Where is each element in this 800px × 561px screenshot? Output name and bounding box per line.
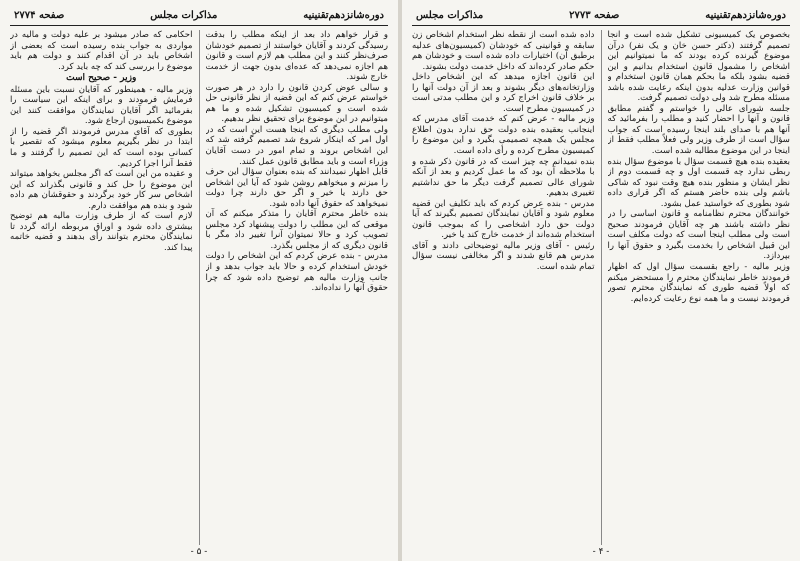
header-rule	[412, 25, 790, 26]
header-rule	[10, 25, 388, 26]
header-title: مذاکرات مجلس	[416, 9, 484, 21]
paragraph: لازم است که از طرف وزارت مالیه هم توضیح بیشتری داده شود و اوراق مربوطه ارائه گردد تا نمایندگان محترم بتوانند رأی بدهند و قضیه خاتمه پیدا کند.	[10, 211, 193, 253]
paragraph: بنده خاطر محترم آقایان را متذکر میکنم که آن موقعی که این مطلب را دولت پیشنهاد کرد مجلس تصویب کرد و حالا نمیتوان آنرا تغییر داد مگر با قانون دیگری که از مجلس بگذرد.	[205, 209, 388, 251]
page-header	[10, 8, 388, 22]
paragraph: این قانون اجازه میدهد که این اشخاص داخل وزارتخانه‌های دیگر بشوند و بعد از آن دولت آنها را بر خلاف قانون اخراج کرد و این مطلب مدتی است در کمیسیون مطرح است.	[412, 72, 595, 114]
right-page	[402, 0, 800, 561]
column-divider	[601, 30, 602, 545]
paragraph: و قرار خواهم داد بعد از اینکه مطلب را بدقت رسیدگی کردند و آقایان خواستند از تصمیم خودشان صرف‌نظر کنند و این مطلب هم لازم است و قانون هم اجازه نمی‌دهد که عده‌ای بدون جهت از خدمت خارج شوند.	[205, 30, 388, 83]
text-columns	[10, 30, 388, 545]
paragraph: وزیر مالیه - همینطور که آقایان نسبت باین مسئله فرمایش فرمودند و برای اینکه این سیاست را بفرمائید اگر آقایان نمایندگان موافقت کنند این موضوع بکمیسیون ارجاع شود.	[10, 84, 193, 127]
paragraph: خوانندگان محترم نظامنامه و قانون اساسی را در نظر داشته باشند هر چه آقایان فرمودند صحیح است ولی مطلب اینجا است که دولت مکلف است این قبیل اشخاص را بخدمت بگیرد و حقوق آنها را بپردازد.	[607, 209, 790, 262]
speaker-heading: وزیر - صحیح است	[66, 73, 137, 84]
paragraph: مدرس - بنده عرض کردم که باید تکلیف این قضیه معلوم شود و آقایان نمایندگان تصمیم بگیرند که آیا دولت حق دارد اشخاصی را که بموجب قانون استخدام شده‌اند از خدمت خارج کند یا خیر.	[412, 198, 595, 241]
paragraph: جلسه شورای عالی را خواستم و گفتم مطابق قانون و آنها را احضار کنید و مطلب را بفرمائید که آنها هم با صدای بلند اینجا رسیده است که جواب سؤال است از طرف وزیر ولی فعلاً مطلب فقط از اینجا در این موضوع مطالبه شده است.	[607, 103, 790, 157]
paragraph: بخصوص یک کمیسیونی تشکیل شده است و آنجا تصمیم گرفتند (دکتر حسن خان و یک نفر) درآن موضوع گیرنده کرده بودند که ما نمیتوانیم این اشخاص را مشمول قانون استخدام بدانیم و این قضیه بشود بلکه ما بحکم همان قانون استخدام و قوانین وزارت عدلیه بدون اینکه رعایت شده باشد مسئله مطرح شد ولی دولت تصمیم گرفت.	[607, 30, 790, 104]
paragraph: و سالی عوض کردن قانون را دارد در هر صورت خواستم عرض کنم که این قضیه از نظر قانونی حل شده است و کمیسیون تشکیل شده و ما هم میتوانیم در این موضوع برای تحقیق نظر بدهیم.	[205, 82, 388, 125]
column-left	[10, 30, 193, 545]
paragraph: و عقیده من این است که اگر مجلس بخواهد میتواند این موضوع را حل کند و قانونی بگذراند که این اشخاص سر کار خود برگردند و حقوقشان هم داده شود و بنده هم موافقت دارم.	[10, 169, 193, 211]
text-columns	[412, 30, 790, 545]
paragraph: بعقیده بنده هیچ قسمت سؤال با موضوع سؤال بنده ربطی ندارد چه قسمت اول و چه قسمت دوم از نظر ایشان و منظور بنده هیچ وقت نبود که شاکی باشم ولی بنده حاضر هستم که اگر قراری داده شود بطوری که خواستید عمل بشود.	[607, 156, 790, 209]
paragraph: بنده نمیدانم چه چیز است که در قانون ذکر شده و با ملاحظه آن بود که ما عمل کردیم و بعد از آنکه شورای عالی تصمیم گرفت دیگر ما حق نداشتیم تغییری بدهیم.	[412, 156, 595, 199]
paragraph: احکامی که صادر میشود بر علیه دولت و مالیه در مواردی به جواب بنده رسیده است که بعضی از اشخاص باید در آن اقدام کنند و دولت هم باید موضوع را بررسی کند که چه باید کرد.	[10, 30, 193, 72]
column-right	[608, 30, 791, 545]
paragraph: بطوری که آقای مدرس فرمودند اگر قضیه را از ابتدا در نظر بگیریم معلوم میشود که تقصیر با کسانی بوده است که این تصمیم را گرفتند و ما فقط آنرا اجرا کردیم.	[10, 126, 193, 169]
page-footer: - ۵ -	[190, 547, 208, 557]
paragraph: ولی مطلب دیگری که اینجا هست این است که در اول امر که اینکار شروع شد تصمیم گرفته شد که این اشخاص بروند و تمام امور در دست آقایان وزراء است و باید مطابق قانون عمل کنند.	[205, 124, 388, 167]
header-journal: دوره‌شانزدهم‌تقنینیه	[705, 9, 786, 21]
left-page	[0, 0, 398, 561]
page-header	[412, 8, 790, 22]
column-left	[412, 30, 595, 545]
header-journal: دوره‌شانزدهم‌تقنینیه	[303, 9, 384, 21]
paragraph: وزیر مالیه - عرض کنم که خدمت آقای مدرس که اینجانب بعقیده بنده دولت حق ندارد بدون اطلاع مجلس یک همچه تصمیمی بگیرد و این موضوع را کمیسیون مطرح کرده و رأی داده است.	[412, 114, 595, 157]
paragraph: وزیر مالیه - راجع بقسمت سؤال اول که اظهار فرمودند خاطر نمایندگان محترم را مستحضر میکنم که اولاً قضیه طوری که نمایندگان محترم تصور فرمودند نیست و ما همه نوع رعایت کرده‌ایم.	[607, 262, 790, 304]
header-page-number: صفحه ۲۷۷۳	[569, 9, 620, 21]
paragraph: داده شده است از نقطه نظر استخدام اشخاص زن سابقه و قوانینی که خودشان (کمیسیون‌های عدلیه برطبق آن) اختیارات داده شده است و خودشان هم حکم صادر کرده‌اند که داخل خدمت دولت بشوند.	[412, 30, 595, 72]
column-right	[206, 30, 389, 545]
page-footer: - ۴ -	[592, 547, 610, 557]
paragraph: قابل اظهار نمیدانند که بنده بعنوان سؤال این حرف را میزنم و میخواهم روشن شود که آیا این اشخاص حق دارند یا خیر و اگر حق دارند چرا دولت نمیخواهد که حقوق آنها داده شود.	[205, 167, 388, 209]
paragraph: رئیس - آقای وزیر مالیه توضیحاتی دادند و آقای مدرس هم قانع شدند و اگر مخالفی نیست سؤال تمام شده است.	[412, 240, 595, 273]
header-title: مذاکرات مجلس	[150, 9, 218, 21]
header-page-number: صفحه ۲۷۷۴	[14, 9, 65, 21]
paragraph: مدرس - بنده عرض کردم که این اشخاص را دولت خودش استخدام کرده و حالا باید جواب بدهد و از جانب وزارت مالیه هم توضیح داده شود که چرا حقوق آنها را نداده‌اند.	[205, 251, 388, 294]
column-divider	[199, 30, 200, 545]
